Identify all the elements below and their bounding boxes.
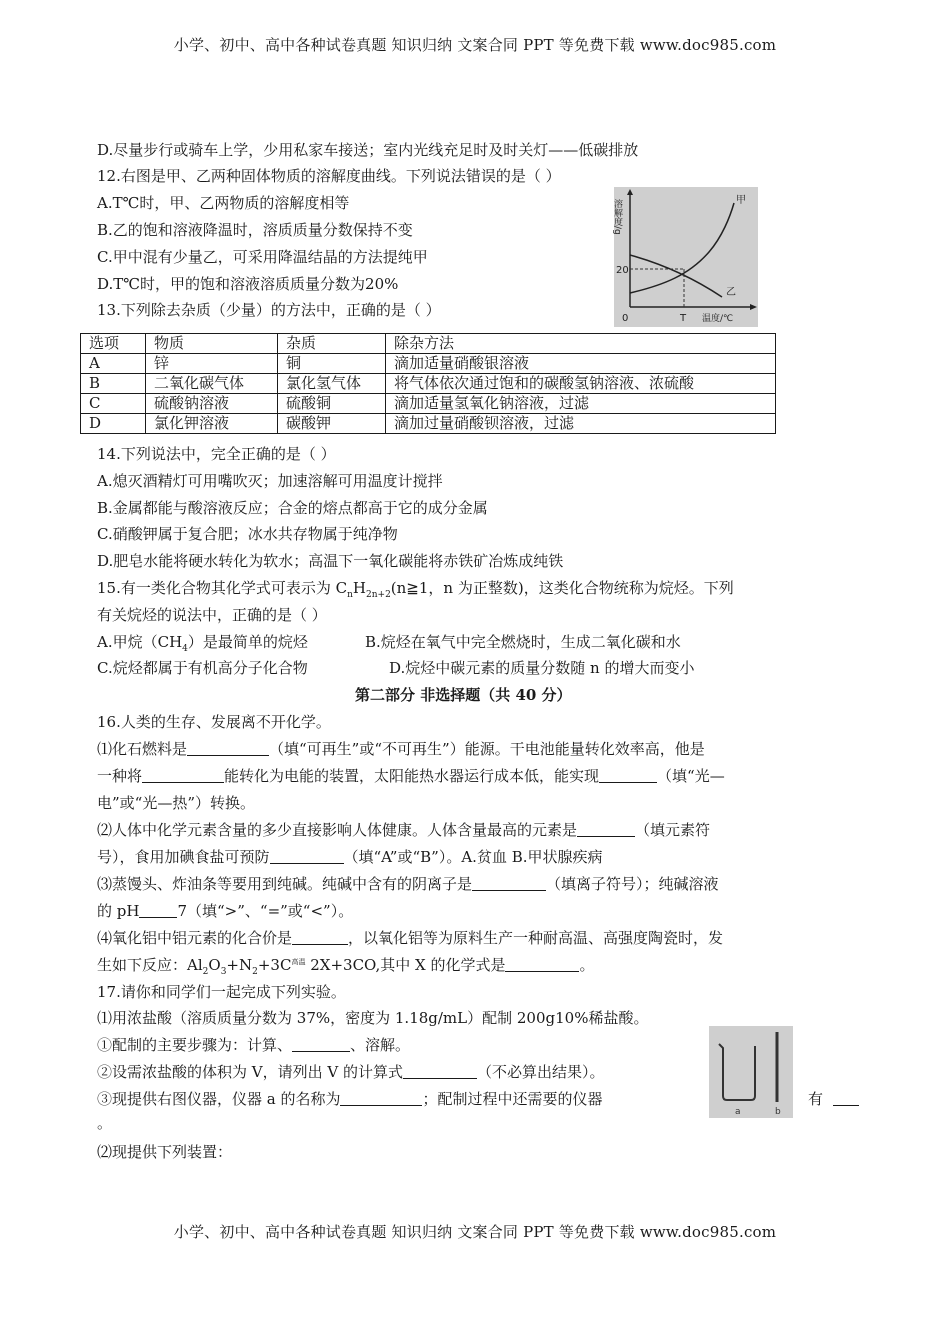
q16-6-text-a: ⑶蒸馒头、炸油条等要用到纯碱。纯碱中含有的阴离子是 bbox=[97, 875, 473, 893]
q17-4-text-c: 有 bbox=[808, 1090, 824, 1108]
q16-stem: 16.人类的生存、发展离不开化学。 bbox=[97, 713, 331, 731]
subscript: 2 bbox=[252, 967, 258, 977]
table-cell: 碳酸钾 bbox=[278, 414, 386, 434]
answer-blank[interactable] bbox=[505, 957, 579, 972]
q16-4-text-b: （填元素符 bbox=[635, 821, 711, 839]
curve-jia bbox=[630, 203, 734, 293]
solubility-figure bbox=[614, 187, 758, 327]
q15-option-b: B.烷烃在氧气中完全燃烧时，生成二氧化碳和水 bbox=[365, 633, 681, 651]
q12-option-a: A.T℃时，甲、乙两物质的溶解度相等 bbox=[97, 194, 350, 212]
q14-option-c: C.硝酸钾属于复合肥；冰水共存物属于纯净物 bbox=[97, 525, 398, 543]
q15-sub-n: n bbox=[347, 590, 353, 600]
instrument-label-a: a bbox=[735, 1107, 741, 1117]
q16-5-text-b: （填“A”或“B”）。A.贫血 B.甲状腺疾病 bbox=[343, 848, 603, 866]
q16-6-text-b: （填离子符号）；纯碱溶液 bbox=[546, 875, 719, 893]
answer-blank[interactable] bbox=[292, 1037, 350, 1052]
q16-9-line: 生如下反应：$Al_2O_3+N_2+3C^{高温}$ 2X+3CO,其中 X 的化学式是 。 bbox=[97, 956, 595, 977]
table-row bbox=[81, 354, 776, 374]
q16-4-line bbox=[97, 819, 710, 840]
q17-5-line: 。 bbox=[97, 1114, 113, 1132]
q17-3-text-b: （不必算出结果）。 bbox=[476, 1063, 605, 1081]
q16-2-text-b: 能转化为电能的装置，太阳能热水器运行成本低，能实现 bbox=[224, 767, 600, 785]
q16-9-text-b: 2X+3CO,其中 X 的化学式是 bbox=[310, 956, 506, 974]
q17-2-text-b: 、溶解。 bbox=[350, 1036, 411, 1054]
y-tick-label: 20 bbox=[616, 265, 629, 276]
table-cell: C bbox=[81, 394, 146, 414]
answer-blank[interactable] bbox=[139, 903, 177, 918]
subscript: 2 bbox=[202, 967, 209, 977]
q16-2-line bbox=[97, 765, 725, 786]
q15-option-a bbox=[97, 631, 308, 654]
q14-option-d: D.肥皂水能将硬水转化为软水；高温下一氧化碳能将赤铁矿冶炼成纯铁 bbox=[97, 552, 564, 570]
instrument-drawing bbox=[709, 1026, 793, 1118]
q12-option-b: B.乙的饱和溶液降温时，溶质质量分数保持不变 bbox=[97, 221, 413, 239]
answer-blank[interactable] bbox=[472, 876, 546, 891]
q16-8-line bbox=[97, 927, 723, 948]
answer-blank[interactable] bbox=[577, 822, 635, 837]
answer-blank[interactable] bbox=[187, 741, 269, 756]
q12-option-d: D.T℃时，甲的饱和溶液溶质质量分数为20% bbox=[97, 275, 399, 293]
table-header-row bbox=[81, 334, 776, 354]
instrument-label-b: b bbox=[775, 1107, 781, 1117]
q12-stem: 12.右图是甲、乙两种固体物质的溶解度曲线。下列说法错误的是（ ） bbox=[97, 167, 561, 185]
q15a-prefix: A.甲烷（CH bbox=[97, 633, 183, 651]
table-cell: A bbox=[81, 354, 146, 374]
table-cell: B bbox=[81, 374, 146, 394]
answer-blank[interactable] bbox=[833, 1091, 859, 1106]
q16-8-text-b: ，以氧化铝等为原料生产一种耐高温、高强度陶瓷时，发 bbox=[348, 929, 724, 947]
table-header-cell: 物质 bbox=[146, 334, 278, 354]
q14-stem: 14.下列说法中，完全正确的是（ ） bbox=[97, 445, 336, 463]
solubility-chart bbox=[614, 187, 758, 327]
q17-4-line-end bbox=[808, 1088, 859, 1109]
answer-blank[interactable] bbox=[292, 930, 348, 945]
origin-label: 0 bbox=[622, 313, 629, 324]
q13-stem: 13.下列除去杂质（少量）的方法中，正确的是（ ） bbox=[97, 301, 441, 319]
y-axis-label: 溶解度/g bbox=[612, 199, 622, 235]
q16-7-text-b: 7（填“>”、“=”或“<”）。 bbox=[177, 902, 354, 920]
beaker-icon bbox=[719, 1044, 755, 1100]
table-row bbox=[81, 394, 776, 414]
q17-3-line bbox=[97, 1061, 605, 1082]
q17-3-text-a: ②设需浓盐酸的体积为 V，请列出 V 的计算式 bbox=[97, 1063, 403, 1081]
q16-8-text-a: ⑷氧化铝中铝元素的化合价是 bbox=[97, 929, 293, 947]
q14-option-b: B.金属都能与酸溶液反应；合金的熔点都高于它的成分金属 bbox=[97, 499, 488, 517]
q16-9-n: +N bbox=[226, 956, 253, 974]
q14-option-a: A.熄灭酒精灯可用嘴吹灭；加速溶解可用温度计搅拌 bbox=[97, 472, 443, 490]
table-cell: 滴加过量硝酸钡溶液，过滤 bbox=[386, 414, 776, 434]
table-cell: 硫酸钠溶液 bbox=[146, 394, 278, 414]
part2-title: 第二部分 非选择题（共 40 分） bbox=[355, 686, 572, 704]
table-cell: 滴加适量硝酸银溶液 bbox=[386, 354, 776, 374]
impurity-table bbox=[80, 333, 776, 434]
answer-blank[interactable] bbox=[599, 768, 657, 783]
q15a-suffix: ）是最简单的烷烃 bbox=[187, 633, 308, 651]
q16-3-line: 电”或“光—热”）转换。 bbox=[97, 794, 256, 812]
subscript: 3 bbox=[220, 967, 227, 977]
q17-6-line: ⑵现提供下列装置： bbox=[97, 1143, 233, 1161]
q17-4-text-b: ；配制过程中还需要的仪器 bbox=[422, 1090, 603, 1108]
q16-5-text-a: 号），食用加碘食盐可预防 bbox=[97, 848, 270, 866]
page-footer: 小学、初中、高中各种试卷真题 知识归纳 文案合同 PPT 等免费下载 www.doc985.com bbox=[173, 1223, 777, 1241]
answer-blank[interactable] bbox=[403, 1064, 477, 1079]
answer-blank[interactable] bbox=[270, 849, 344, 864]
q15-sub-2n2: 2n+2 bbox=[366, 590, 391, 600]
q15-stem-line2: 有关烷烃的说法中，正确的是（ ） bbox=[97, 606, 327, 624]
answer-blank[interactable] bbox=[340, 1091, 422, 1106]
q15-option-d: D.烷烃中碳元素的质量分数随 n 的增大而变小 bbox=[389, 659, 695, 677]
table-cell: 二氧化碳气体 bbox=[146, 374, 278, 394]
table-header-cell: 除杂方法 bbox=[386, 334, 776, 354]
curve-jia-label: 甲 bbox=[736, 195, 746, 206]
q17-1-line: ⑴用浓盐酸（溶质质量分数为 37%，密度为 1.18g/mL）配制 200g10%稀盐酸。 bbox=[97, 1009, 649, 1027]
table-cell: 锌 bbox=[146, 354, 278, 374]
answer-blank[interactable] bbox=[142, 768, 224, 783]
q15-option-c: C.烷烃都属于有机高分子化合物 bbox=[97, 659, 308, 677]
table-cell: 氯化氢气体 bbox=[278, 374, 386, 394]
x-tick-label: T bbox=[680, 313, 687, 324]
q15-stem-line1 bbox=[97, 577, 734, 600]
table-row bbox=[81, 374, 776, 394]
q16-7-text-a: 的 pH bbox=[97, 902, 140, 920]
page-header: 小学、初中、高中各种试卷真题 知识归纳 文案合同 PPT 等免费下载 www.doc985.com bbox=[173, 36, 777, 54]
q16-1-text-b: （填“可再生”或“不可再生”）能源。干电池能量转化效率高，他是 bbox=[269, 740, 705, 758]
q15-condition: (n≧1，n 为正整数) bbox=[390, 579, 524, 597]
q16-1-text-a: ⑴化石燃料是 bbox=[97, 740, 188, 758]
instrument-figure bbox=[709, 1026, 793, 1118]
q16-9-c: +3C bbox=[257, 956, 292, 974]
q16-5-line bbox=[97, 846, 603, 867]
table-cell: D bbox=[81, 414, 146, 434]
q12-option-c: C.甲中混有少量乙，可采用降温结晶的方法提纯甲 bbox=[97, 248, 428, 266]
q15a-sub: 4 bbox=[182, 644, 188, 654]
curve-yi-label: 乙 bbox=[726, 287, 736, 298]
q15-prefix: 15.有一类化合物其化学式可表示为 C bbox=[97, 579, 348, 597]
x-axis-arrow bbox=[750, 304, 757, 310]
q16-9-o: O bbox=[208, 956, 221, 974]
table-header-cell: 选项 bbox=[81, 334, 146, 354]
table-cell: 硫酸铜 bbox=[278, 394, 386, 414]
reaction-condition: 高温 bbox=[291, 958, 306, 966]
y-axis-arrow bbox=[627, 189, 633, 195]
q15-h: H bbox=[352, 579, 366, 597]
q17-2-text-a: ①配制的主要步骤为：计算、 bbox=[97, 1036, 293, 1054]
table-cell: 氯化钾溶液 bbox=[146, 414, 278, 434]
q16-7-line bbox=[97, 900, 353, 921]
q15-suffix: ，这类化合物统称为烷烃。下列 bbox=[523, 579, 734, 597]
q16-2-text-c: （填“光— bbox=[657, 767, 725, 785]
q16-4-text-a: ⑵人体中化学元素含量的多少直接影响人体健康。人体含量最高的元素是 bbox=[97, 821, 578, 839]
q16-1-line bbox=[97, 738, 705, 759]
table-cell: 滴加适量氢氧化钠溶液，过滤 bbox=[386, 394, 776, 414]
table-cell: 铜 bbox=[278, 354, 386, 374]
table-cell: 将气体依次通过饱和的碳酸氢钠溶液、浓硫酸 bbox=[386, 374, 776, 394]
table-row bbox=[81, 414, 776, 434]
q17-4-text-a: ③现提供右图仪器，仪器 a 的名称为 bbox=[97, 1090, 341, 1108]
q16-6-line bbox=[97, 873, 719, 894]
q11-option-d: D.尽量步行或骑车上学，少用私家车接送；室内光线充足时及时关灯——低碳排放 bbox=[97, 141, 639, 159]
q16-2-text-a: 一种将 bbox=[97, 767, 143, 785]
q17-4-line bbox=[97, 1088, 603, 1109]
q17-stem: 17.请你和同学们一起完成下列实验。 bbox=[97, 983, 346, 1001]
q17-2-line bbox=[97, 1034, 410, 1055]
q16-9-text-a: 生如下反应：Al bbox=[97, 956, 203, 974]
x-axis-label: 温度/℃ bbox=[702, 314, 734, 324]
curve-yi bbox=[630, 255, 722, 297]
table-header-cell: 杂质 bbox=[278, 334, 386, 354]
